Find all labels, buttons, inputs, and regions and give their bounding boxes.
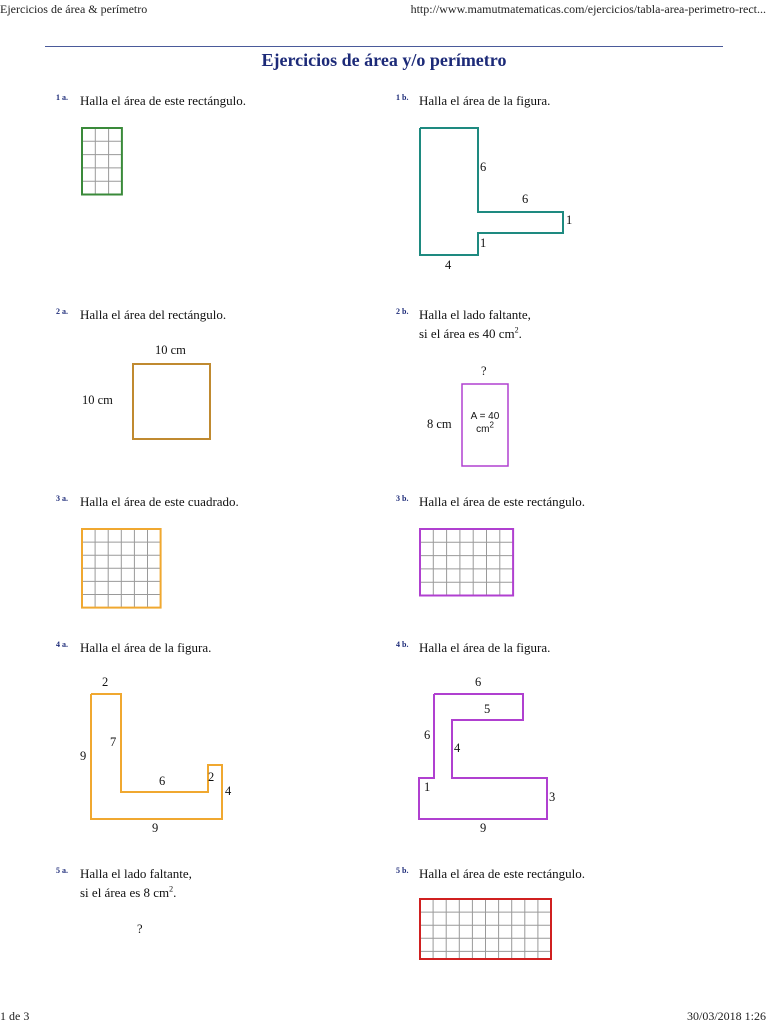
dimension-label: 1 [424,780,431,794]
exercise-question: Halla el área de este rectángulo. [419,866,586,881]
area-label: A = 40 $cm^2$ [470,411,500,435]
exercise-number: 1 b. [396,93,409,102]
dimension-label: 9 [80,749,87,763]
missing-side-label: ? [481,364,487,378]
dimension-label: 4 [445,258,452,272]
exercise-question-line2: si el área es 40 $cm^2$. [419,325,522,341]
dimension-label: 2 [102,675,109,689]
exercise-number: 5 b. [396,866,409,875]
dimension-label: 9 [480,821,487,835]
dimension-label: 4 [225,784,232,798]
exercise-question: Halla el área de este rectángulo. [419,494,586,509]
exercise-question-line2: si el área es 8 $cm^2$. [80,884,177,900]
exercise-question: Halla el área de este rectángulo. [80,93,247,108]
exercise-number: 1 a. [56,93,68,102]
exercise-number: 3 a. [56,494,68,503]
dimension-label: 5 [484,702,491,716]
dimension-label: 8 cm [427,417,452,431]
missing-side-label: ? [137,922,143,936]
dimension-label: 10 cm [155,343,186,357]
exercise-question-line1: Halla el lado faltante, [419,307,531,322]
exercise-question: Halla el área de la figura. [80,640,212,655]
exercise-question-line1: Halla el lado faltante, [80,866,192,881]
dimension-label: 6 [424,728,431,742]
dimension-label: 1 [480,236,487,250]
dimension-label: 4 [454,741,461,755]
exercise-question: Halla el área del rectángulo. [80,307,227,322]
page-header-title: Ejercicios de área & perímetro [0,2,148,16]
dimension-label: 6 [475,675,482,689]
exercise-number: 4 b. [396,640,409,649]
dimension-label: 1 [566,213,573,227]
page-header-url: http://www.mamutmatematicas.com/ejercicios/tabla-area-perimetro-rect... [410,2,766,16]
dimension-label: 3 [549,790,556,804]
exercise-question: Halla el área de la figura. [419,93,551,108]
dimension-label: 9 [152,821,159,835]
exercise-number: 5 a. [56,866,68,875]
exercise-question: Halla el área de este cuadrado. [80,494,239,509]
dimension-label: 7 [110,735,117,749]
dimension-label: 2 [208,770,215,784]
print-timestamp: 30/03/2018 1:26 [686,1009,766,1023]
page-counter: 1 de 3 [0,1009,30,1023]
page-title: Ejercicios de área y/o perímetro [261,50,507,70]
exercise-number: 2 b. [396,307,409,316]
dimension-label: 6 [522,192,529,206]
exercise-question: Halla el área de la figura. [419,640,551,655]
exercise-number: 2 a. [56,307,68,316]
dimension-label: 10 cm [82,393,113,407]
dimension-label: 6 [159,774,166,788]
exercise-number: 4 a. [56,640,68,649]
exercise-number: 3 b. [396,494,409,503]
dimension-label: 6 [480,160,487,174]
